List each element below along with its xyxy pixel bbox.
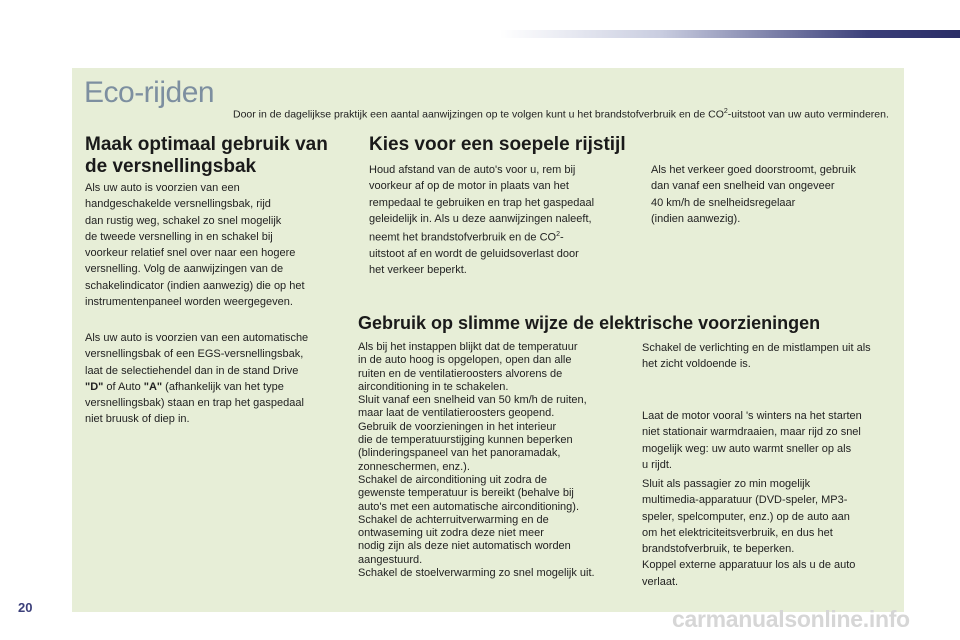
text-line: voorkeur af op de motor in plaats van het [369, 180, 569, 193]
gearbox-automatic-text: Als uw auto is voorzien van een automatische versnellingsbak of een EGS-versnellingsbak, laat de selectiehendel dan in de stand Drive "D" of Auto "A" (afhankelijk van het type versnellingsbak) staan en trap het gaspedaal niet bruusk of diep in. [85, 332, 309, 426]
text-line: airconditioning in te schakelen. [358, 380, 509, 393]
text-line: Schakel de achterruitverwarming en de [358, 513, 549, 526]
text-line: multimedia-apparatuur (DVD-speler, MP3- [642, 494, 848, 507]
text-line: Schakel de airconditioning uit zodra de [358, 473, 547, 486]
text-line: dan vanaf een snelheid van ongeveer [651, 180, 835, 193]
text-line: Gebruik de voorzieningen in het interieur [358, 420, 557, 433]
text-line: rempedaal te gebruiken en trap het gaspedaal [369, 196, 595, 209]
text-line: uitstoot af en wordt de geluidsoverlast door [369, 248, 579, 261]
text-line: nodig zijn als deze niet automatisch worden [358, 540, 571, 553]
page-number: 20 [18, 600, 33, 615]
watermark: carmanualsonline.info [672, 606, 910, 632]
text-line: Sluit als passagier zo min mogelijk [642, 478, 811, 490]
electrical-text-multimedia [642, 476, 902, 590]
electrical-text-col1 [358, 341, 638, 580]
text-line: (blinderingspaneel van het panoramadak, [358, 447, 561, 460]
header-gradient-bar [500, 30, 960, 38]
text-line: (indien aanwezig). [651, 212, 741, 225]
text-line: het verkeer beperkt. [369, 264, 467, 277]
text-line: dan rustig weg, schakel zo snel mogelijk [85, 214, 282, 227]
text-line: versnelling. Volg de aanwijzingen van de [85, 263, 284, 276]
electrical-text-lights [642, 340, 902, 373]
text-line: het zicht voldoende is. [642, 358, 751, 371]
gearbox-manual-text [85, 180, 345, 310]
text-line: verlaat. [642, 575, 679, 588]
smooth-driving-text-col1: Houd afstand van de auto's voor u, rem bij voorkeur af op de motor in plaats van het rempedaal te gebruiken en trap het gaspedaal geleidelijk in. Als u deze aanwijzingen naleeft, neemt het brandstofverbruik en de $CO^2-$ uitstoot af en wordt de geluidsoverlast door het verkeer beperkt. [369, 164, 595, 277]
text-line: auto's met een automatische airconditioning). [358, 500, 580, 513]
text-line: 40 km/h de snelheidsregelaar [651, 196, 796, 209]
text-line: handgeschakelde versnellingsbak, rijd [85, 198, 271, 211]
text-line: de tweede versnelling in en schakel bij [85, 230, 273, 243]
text-line: zonneschermen, enz.). [358, 460, 470, 473]
text-line: die de temperatuurstijging kunnen beperken [358, 434, 573, 447]
text-line: u rijdt. [642, 458, 672, 471]
text-line: Schakel de verlichting en de mistlampen uit als [642, 342, 871, 354]
text-line: maar laat de ventilatieroosters geopend. [358, 407, 555, 420]
text-line: brandstofverbruik, te beperken. [642, 543, 795, 556]
text-line: speler, spelcomputer, enz.) op de auto aan [642, 510, 850, 523]
text-line: Als uw auto is voorzien van een [85, 182, 240, 194]
text-line: geleidelijk in. Als u deze aanwijzingen naleeft, [369, 212, 592, 225]
text-line: ontwaseming uit zodra deze niet meer [358, 527, 544, 540]
text-line: om het elektriciteitsverbruik, en dus het [642, 526, 833, 539]
text-line: mogelijk weg: uw auto warmt sneller op als [642, 442, 852, 455]
text-line: Als bij het instappen blijkt dat de temperatuur [358, 341, 578, 353]
text-line: Koppel externe apparatuur los als u de auto [642, 559, 856, 572]
gearbox-heading: Maak optimaal gebruik van de versnellingsbak [85, 134, 328, 177]
electrical-heading: Gebruik op slimme wijze de elektrische voorzieningen [358, 313, 821, 333]
text-line: schakelindicator (indien aanwezig) die op het [85, 279, 305, 292]
text-line: Houd afstand van de auto's voor u, rem bij [369, 164, 576, 176]
text-line: niet stationair warmdraaien, maar rijd zo snel [642, 426, 861, 439]
intro-text: Door in de dagelijkse praktijk een aantal aanwijzingen op te volgen kunt u het brandstofverbruik en de $CO^2$-uitstoot van uw auto verminderen. [233, 108, 889, 121]
text-line: instrumentenpaneel worden weergegeven. [85, 296, 293, 309]
page-title: Eco-rijden [84, 76, 215, 109]
text-line: Sluit vanaf een snelheid van 50 km/h de ruiten, [358, 394, 587, 407]
text-line: in de auto hoog is opgelopen, open dan alle [358, 354, 572, 367]
text-line: Als het verkeer goed doorstroomt, gebruik [651, 164, 856, 176]
text-line: Laat de motor vooral 's winters na het starten [642, 410, 862, 422]
electrical-text-engine [642, 408, 902, 473]
text-line: gewenste temperatuur is bereikt (behalve bij [358, 487, 574, 500]
smooth-driving-heading: Kies voor een soepele rijstijl [369, 134, 626, 155]
smooth-driving-text-col2 [651, 162, 896, 227]
text-line: Schakel de stoelverwarming zo snel mogelijk uit. [358, 567, 595, 580]
text-line: voorkeur relatief snel over naar een hogere [85, 247, 296, 260]
text-line: aangestuurd. [358, 553, 423, 566]
text-line: ruiten en de ventilatieroosters alvorens de [358, 367, 563, 380]
